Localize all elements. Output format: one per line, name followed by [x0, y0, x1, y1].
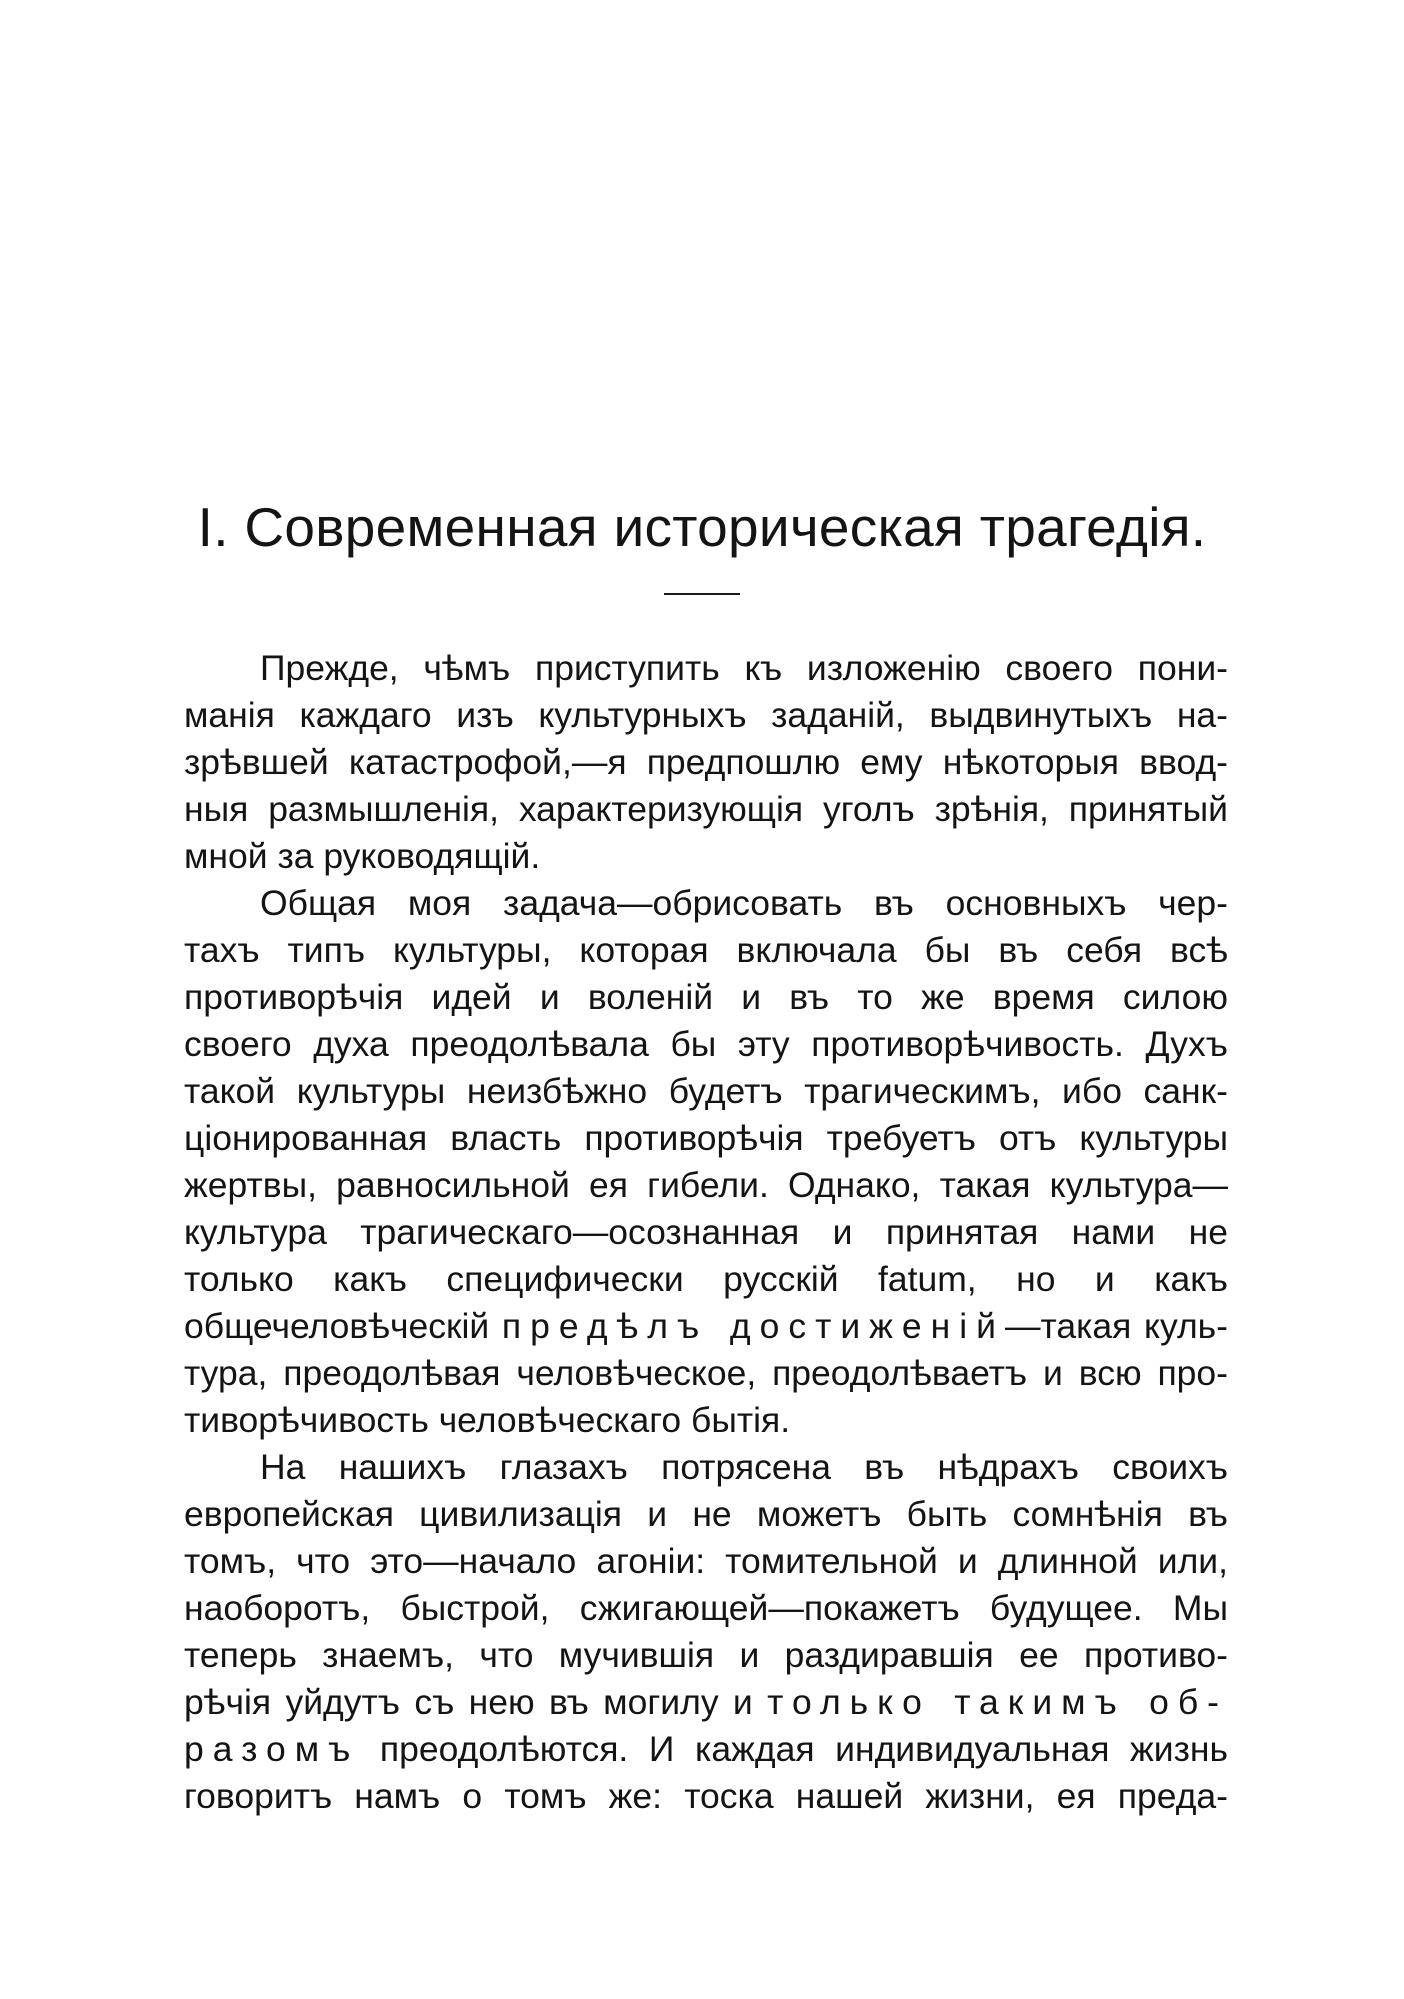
text-fragment: общечеловѣческій [184, 1306, 502, 1346]
text-line: Прежде, чѣмъ приступить къ изложенію своего пони- [260, 648, 1228, 688]
body-text [184, 645, 1228, 1820]
text-fragment: рѣчія уйдутъ съ нею въ могилу и [184, 1682, 768, 1722]
text-line [184, 1303, 1228, 1350]
text-line: такой культуры неизбѣжно будетъ трагическимъ, ибо санк- [184, 1071, 1228, 1111]
text-line: говоритъ намъ о томъ же: тоска нашей жизни, ея преда- [184, 1776, 1228, 1816]
text-fragment: —такая куль- [1005, 1306, 1228, 1346]
text-fragment: преодолѣются. И каждая индивидуальная жизнь [359, 1729, 1228, 1769]
text-line: Общая моя задача—обрисовать въ основныхъ чер- [260, 883, 1228, 923]
text-line: ціонированная власть противорѣчія требуетъ отъ культуры [184, 1118, 1228, 1158]
text-line: культура трагическаго—осознанная и принятая нами не [184, 1212, 1228, 1252]
text-line: зрѣвшей катастрофой,—я предпошлю ему нѣкоторыя ввод- [184, 742, 1228, 782]
text-line: мной за руководящій. [184, 836, 541, 876]
chapter-title: I. Современная историческая трагедія. [197, 496, 1207, 558]
text-line: ныя размышленія, характеризующія уголъ зрѣнія, принятый [184, 789, 1228, 829]
title-divider [664, 593, 740, 595]
text-line: тура, преодолѣвая человѣческое, преодолѣваетъ и всю про- [184, 1353, 1228, 1393]
text-line: тахъ типъ культуры, которая включала бы въ себя всѣ [184, 930, 1228, 970]
text-line: наоборотъ, быстрой, сжигающей—покажетъ будущее. Мы [184, 1588, 1228, 1628]
text-line: только какъ специфически русскій fatum, но и какъ [184, 1259, 1228, 1299]
emphasized-text: разомъ [184, 1729, 360, 1769]
text-line [184, 1679, 1228, 1726]
text-line: манія каждаго изъ культурныхъ заданій, выдвинутыхъ на- [184, 695, 1228, 735]
text-line: противорѣчія идей и воленій и въ то же время силою [184, 977, 1228, 1017]
text-line: своего духа преодолѣвала бы эту противорѣчивость. Духъ [184, 1024, 1228, 1064]
text-line: жертвы, равносильной ея гибели. Однако, такая культура— [184, 1165, 1228, 1205]
text-line: европейская цивилизація и не можетъ быть сомнѣнія въ [184, 1494, 1228, 1534]
text-line [184, 1726, 1228, 1773]
text-line: томъ, что это—начало агоніи: томительной и длинной или, [184, 1541, 1228, 1581]
emphasized-text: только такимъ об- [767, 1682, 1229, 1722]
text-line: тиворѣчивость человѣческаго бытія. [184, 1400, 791, 1440]
text-line: На нашихъ глазахъ потрясена въ нѣдрахъ своихъ [260, 1447, 1228, 1487]
emphasized-text: предѣлъ достиженій [501, 1306, 1005, 1346]
text-line: теперь знаемъ, что мучившія и раздиравшія ее противо- [184, 1635, 1228, 1675]
